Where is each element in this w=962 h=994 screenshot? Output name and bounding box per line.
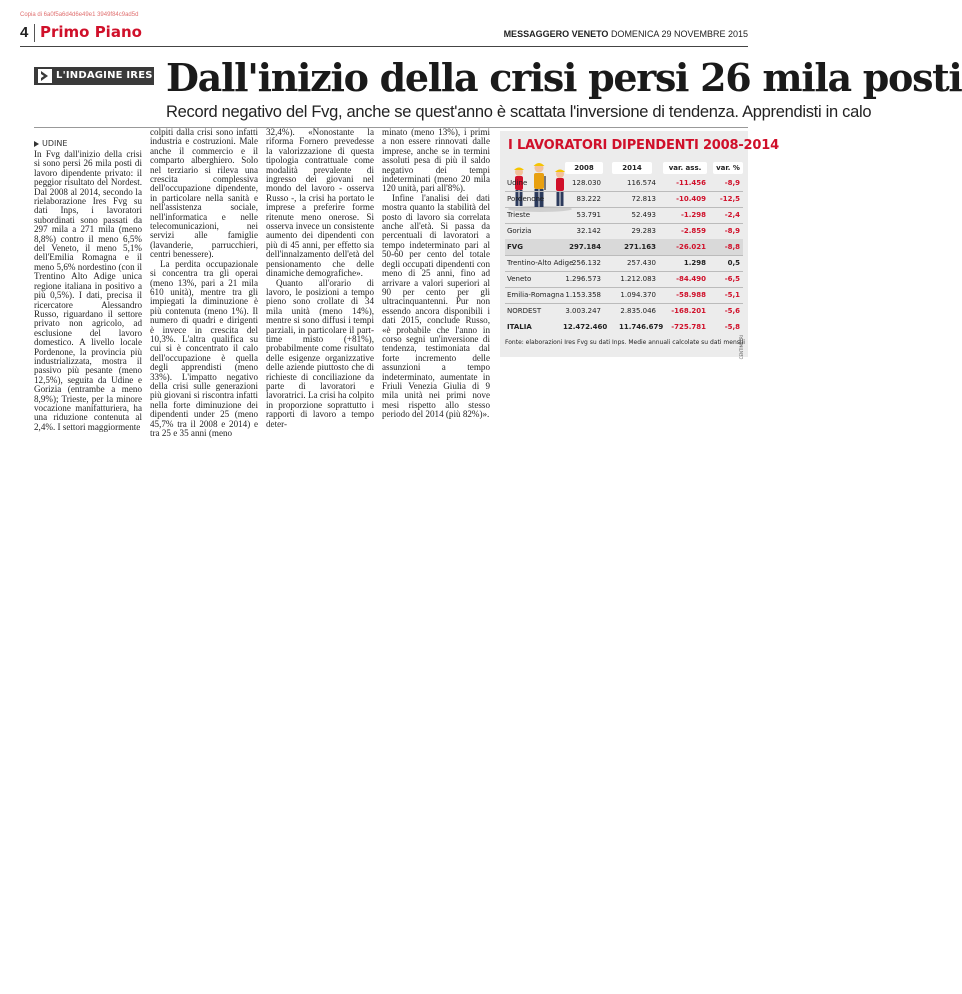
table-row xyxy=(505,303,743,319)
value-2014: 2.835.046 xyxy=(620,307,656,315)
value-var-ass: -10.409 xyxy=(676,195,706,203)
article-tag-label: L'INDAGINE IRES xyxy=(56,70,153,81)
row-name: FVG xyxy=(507,243,523,251)
triangle-icon xyxy=(34,141,39,147)
value-var-pct: -8,9 xyxy=(724,227,740,235)
article-column-2 xyxy=(150,128,258,438)
issue-date: DOMENICA 29 NOVEMBRE 2015 xyxy=(610,29,748,39)
value-var-ass: 1.298 xyxy=(683,259,706,267)
page-separator xyxy=(34,24,35,42)
value-var-ass: -26.021 xyxy=(676,243,706,251)
header-rule xyxy=(20,46,748,47)
value-2014: 1.212.083 xyxy=(620,275,656,283)
row-name: Udine xyxy=(507,179,528,187)
value-var-ass: -84.490 xyxy=(676,275,706,283)
article-column-3 xyxy=(266,128,374,429)
value-2008: 32.142 xyxy=(576,227,601,235)
table-source: Fonte: elaborazioni Ires Fvg su dati Inps. Medie annuali calcolate su dati mensili xyxy=(505,339,745,346)
column-header-var-pct: var. % xyxy=(713,162,743,174)
paragraph: In Fvg dall'inizio della crisi si sono persi 26 mila posti di lavoro dipendente privato: il peggior risultato del Nordest. Dal 2008 al 2014, secondo la rielaborazione Ires Fvg su dati Inps, i lavoratori subordinati sono passati da 297 mila a 271 mila (meno 8,8%) contro il meno 6,5% del Veneto, il meno 5,1% dell'Emilia Romagna e il meno 5,6% nordestino (con il Trentino Alto Adige unica regione italiana in positivo a più 0,5%). I dati, precisa il ricercatore Alessandro Russo, riguardano il settore privato non agricolo, ad esclusione del lavoro domestico. A livello locale Pordenone, la provincia più industrializzata, mostra il passivo più pesante (meno 12,5%), seguita da Udine e Gorizia (entrambe a meno 8,9%); Trieste, per la minore vocazione manifatturiera, ha una riduzione contenuta al 2,4%. I settori maggiormente xyxy=(34,149,142,432)
paragraph: Infine l'analisi dei dati mostra quanto la stabilità del posto di lavoro sia correlata anche all'età. Si passa da percentuali di lavoratori a tempo indeterminato pari al 50-60 per cento del totale degli occupati dipendenti con meno di 25 anni, fino ad arrivare a valori superiori al 90 per cento per gli ultracinquantenni. Pur non essendo ancora disponibili i dati 2015, conclude Russo, «è probabile che l'anno in corso segni un'inversione di tendenza, testimoniata dal forte incremento delle assunzioni a tempo indeterminato, aumentate in Friuli Venezia Giulia di 9 mila unità nei primi nove mesi rispetto allo stesso periodo del 2014 (più 82%)». xyxy=(382,192,490,420)
value-var-pct: -5,8 xyxy=(724,323,740,331)
section-title: Primo Piano xyxy=(40,23,142,41)
article-tag xyxy=(34,67,154,85)
table-row xyxy=(505,239,743,256)
paragraph: minato (meno 13%), i primi a non essere rinnovati dalle imprese, anche se in termini assoluti pesa di più il saldo negativo dei tempi indeterminati (meno 20 mila 120 unità, pari all'8%). xyxy=(382,127,490,194)
value-var-ass: -58.988 xyxy=(676,291,706,299)
masthead xyxy=(504,29,748,39)
value-var-ass: -11.456 xyxy=(676,179,706,187)
value-2014: 1.094.370 xyxy=(620,291,656,299)
value-var-pct: -8,8 xyxy=(724,243,740,251)
value-var-pct: -5,1 xyxy=(724,291,740,299)
value-2014: 271.163 xyxy=(624,243,656,251)
value-var-pct: -6,5 xyxy=(724,275,740,283)
row-name: Trieste xyxy=(507,211,531,219)
column-header-2008: 2008 xyxy=(565,162,603,174)
table-row xyxy=(505,319,743,335)
paragraph: La perdita occupazionale si concentra tra gli operai (meno 13%, pari a 21 mila 610 unità), mentre tra gli impiegati la diminuzione è più contenuta (meno 1%). Il numero di quadri e dirigenti è invece in crescita del 10,3%. L'altra qualifica su cui si è concentrato il calo dell'occupazione è quella degli apprendisti (meno 33%). L'impatto negativo della crisi sulle generazioni più giovani si riscontra infatti nella forte diminuzione dei dipendenti under 25 (meno 45,7% tra il 2008 e 2014) e tra 25 e 35 anni (meno xyxy=(150,258,258,438)
table-row xyxy=(505,271,743,288)
value-2014: 257.430 xyxy=(627,259,656,267)
value-2008: 297.184 xyxy=(569,243,601,251)
table-row xyxy=(505,255,743,272)
newspaper-name: MESSAGGERO VENETO xyxy=(503,29,609,39)
value-2008: 256.132 xyxy=(572,259,601,267)
row-name: Pordenone xyxy=(507,195,545,203)
dateline xyxy=(34,139,67,148)
table-title: I LAVORATORI DIPENDENTI 2008-2014 xyxy=(508,138,779,153)
value-2008: 3.003.247 xyxy=(565,307,601,315)
table-row xyxy=(505,207,743,224)
paragraph: Quanto all'orario di lavoro, le posizioni a tempo pieno sono crollate di 34 mila unità (meno 14%), mentre si sono diffusi i tempi parziali, in particolare il part-time misto (+81%), probabilmente come risultato delle esigenze organizzative delle aziende piuttosto che di richieste di conciliazione da parte di lavoratori e lavoratrici. La crisi ha colpito in proporzione soprattutto i rapporti di lavoro a tempo deter- xyxy=(266,277,374,429)
row-name: NORDEST xyxy=(507,307,542,315)
value-var-ass: -1.298 xyxy=(680,211,706,219)
value-var-pct: -5,6 xyxy=(724,307,740,315)
value-2008: 1.296.573 xyxy=(565,275,601,283)
table-row xyxy=(505,191,743,208)
paragraph: colpiti dalla crisi sono infatti industria e costruzioni. Male anche il commercio e il comparto alberghiero. Solo nel terziario si rileva una crescita complessiva dell'occupazione dipendente, in particolare nella sanità e nell'assistenza sociale, nell'informatica e nelle telecomunicazioni, nei servizi alle famiglie (lavanderie, parrucchieri, centri benessere). xyxy=(150,127,258,260)
value-2014: 116.574 xyxy=(627,179,656,187)
value-2008: 83.222 xyxy=(576,195,601,203)
value-var-ass: -725.781 xyxy=(671,323,706,331)
article-column-1 xyxy=(34,150,142,432)
article-column-4 xyxy=(382,128,490,420)
table-row xyxy=(505,175,743,192)
value-var-pct: -12,5 xyxy=(719,195,740,203)
value-var-ass: -2.859 xyxy=(680,227,706,235)
value-2008: 128.030 xyxy=(572,179,601,187)
value-2008: 53.791 xyxy=(576,211,601,219)
column-header-2014: 2014 xyxy=(612,162,652,174)
value-2008: 1.153.358 xyxy=(565,291,601,299)
value-var-pct: -2,4 xyxy=(724,211,740,219)
value-var-pct: -8,9 xyxy=(724,179,740,187)
value-2014: 11.746.679 xyxy=(619,323,664,331)
row-name: Trentino-Alto Adige xyxy=(507,259,574,267)
dateline-text: UDINE xyxy=(42,139,68,148)
value-2008: 12.472.460 xyxy=(563,323,608,331)
value-2014: 29.283 xyxy=(631,227,656,235)
credit: CENTIMETRI xyxy=(739,335,744,360)
arrow-right-icon xyxy=(38,69,52,83)
top-note: Copia di 6a0f5a6d4d6e49e1 3949f84c9ad5d xyxy=(20,12,139,18)
value-var-ass: -168.201 xyxy=(671,307,706,315)
table-row xyxy=(505,287,743,304)
row-name: ITALIA xyxy=(507,323,532,331)
row-name: Emilia-Romagna xyxy=(507,291,565,299)
row-name: Veneto xyxy=(507,275,532,283)
headline: Dall'inizio della crisi persi 26 mila posti xyxy=(166,55,962,100)
value-var-pct: 0,5 xyxy=(727,259,740,267)
value-2014: 72.813 xyxy=(631,195,656,203)
page-number: 4 xyxy=(20,24,29,41)
subheadline: Record negativo del Fvg, anche se quest'anno è scattata l'inversione di tendenza. Apprendisti in calo xyxy=(166,103,872,121)
table-row xyxy=(505,223,743,240)
paragraph: 32,4%). «Nonostante la riforma Fornero prevedesse la valorizzazione di questa tipologia contrattuale come modalità prevalente di ingresso dei giovani nel mondo del lavoro - osserva Russo -, la crisi ha portato le imprese a preferire forme ritenute meno onerose. Si osserva invece un consistente aumento dei dipendenti con più di 45 anni, per effetto sia dell'innalzamento dell'età del pensionamento che delle dinamiche demografiche». xyxy=(266,127,374,279)
value-2014: 52.493 xyxy=(631,211,656,219)
row-name: Gorizia xyxy=(507,227,532,235)
column-header-var-ass: var. ass. xyxy=(663,162,707,174)
